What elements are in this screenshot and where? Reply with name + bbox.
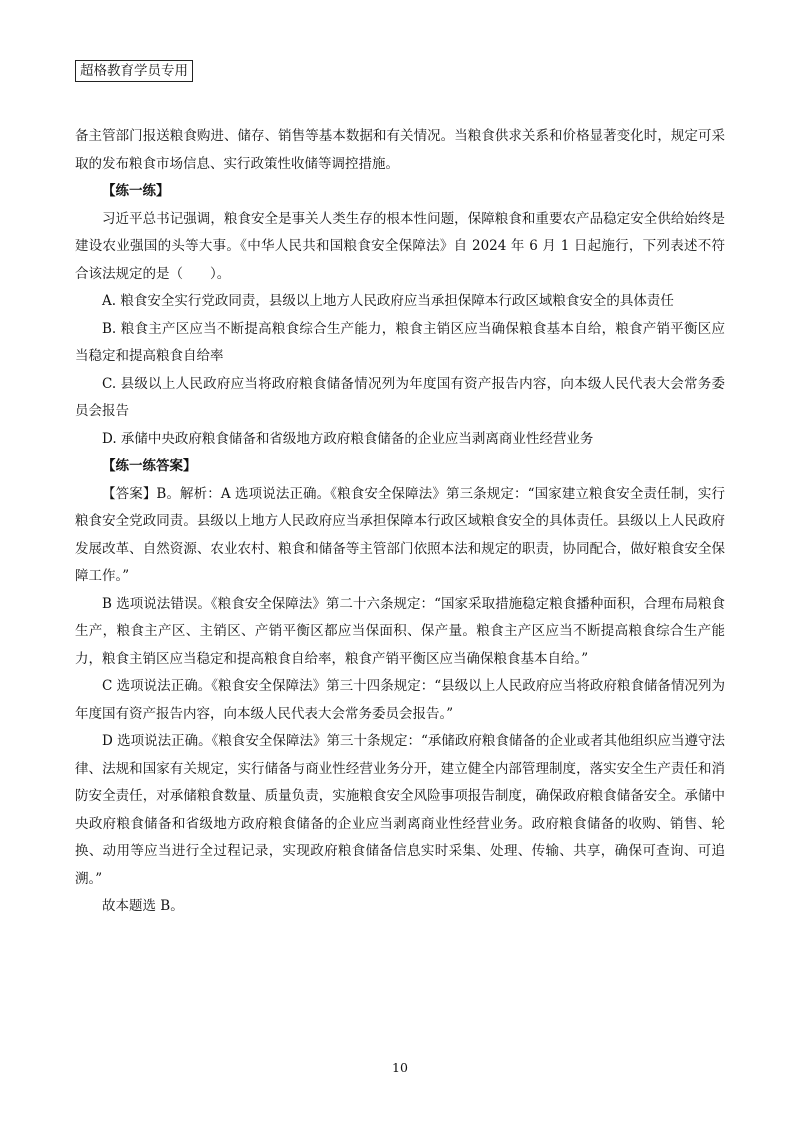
page-number: 10: [392, 1060, 408, 1075]
document-body: [75, 123, 725, 921]
answer-heading: 【练一练答案】: [102, 458, 197, 474]
practice-heading: 【练一练】: [102, 183, 170, 199]
answer-explanation-c: C 选项说法正确。《粮食安全保障法》第三十四条规定：“县级以上人民政府应当将政府粮食储备情况列为年度国有资产报告内容，向本级人民代表大会常务委员会报告。”: [75, 678, 725, 722]
answer-explanation-d: D 选项说法正确。《粮食安全保障法》第三十条规定：“承储政府粮食储备的企业或者其他组织应当遵守法律、法规和国家有关规定，实行储备与商业性经营业务分开，建立健全内部管理制度，落实安全生产责任和消防安全责任，对承储粮食数量、质量负责，实施粮食安全风险事项报告制度，确保政府粮食储备安全。承储中央政府粮食储备和省级地方政府粮食储备的企业应当剥离商业性经营业务。政府粮食储备的收购、销售、轮换、动用等应当进行全过程记录，实现政府粮食储备信息实时采集、处理、传输、共享，确保可查询、可追溯。”: [75, 733, 725, 887]
option-d: D. 承储中央政府粮食储备和省级地方政府粮食储备的企业应当剥离商业性经营业务: [102, 430, 594, 447]
answer-explanation-b: B 选项说法错误。《粮食安全保障法》第二十六条规定：“国家采取措施稳定粮食播种面积，合理布局粮食生产，粮食主产区、主销区、产销平衡区都应当保面积、保产量。粮食主产区应当不断提高粮食综合生产能力，粮食主销区应当稳定和提高粮食自给率，粮食产销平衡区应当确保粮食基本自给。”: [75, 595, 725, 667]
header-label: 超格教育学员专用: [75, 60, 193, 82]
answer-explanation-a: 【答案】B。解析：A 选项说法正确。《粮食安全保障法》第三条规定：“国家建立粮食安全责任制，实行粮食安全党政同责。县级以上地方人民政府应当承担保障本行政区域粮食安全的具体责任。县级以上人民政府发展改革、自然资源、农业农村、粮食和储备等主管部门依照本法和规定的职责，协同配合，做好粮食安全保障工作。”: [75, 485, 725, 584]
answer-conclusion: 故本题选 B。: [102, 898, 184, 914]
option-b: B. 粮食主产区应当不断提高粮食综合生产能力，粮食主销区应当确保粮食基本自给，粮食产销平衡区应当稳定和提高粮食自给率: [75, 320, 725, 364]
continued-paragraph: 备主管部门报送粮食购进、储存、销售等基本数据和有关情况。当粮食供求关系和价格显著变化时，规定可采取的发布粮食市场信息、实行政策性收储等调控措施。: [75, 128, 725, 172]
question-text: 习近平总书记强调，粮食安全是事关人类生存的根本性问题，保障粮食和重要农产品稳定安全供给始终是建设农业强国的头等大事。《中华人民共和国粮食安全保障法》自 2024 年 6 月 1 日起施行，下列表述不符合该法规定的是（ ）。: [75, 210, 725, 282]
option-a: A. 粮食安全实行党政同责，县级以上地方人民政府应当承担保障本行政区域粮食安全的具体责任: [102, 293, 674, 309]
option-c: C. 县级以上人民政府应当将政府粮食储备情况列为年度国有资产报告内容，向本级人民代表大会常务委员会报告: [75, 375, 725, 419]
